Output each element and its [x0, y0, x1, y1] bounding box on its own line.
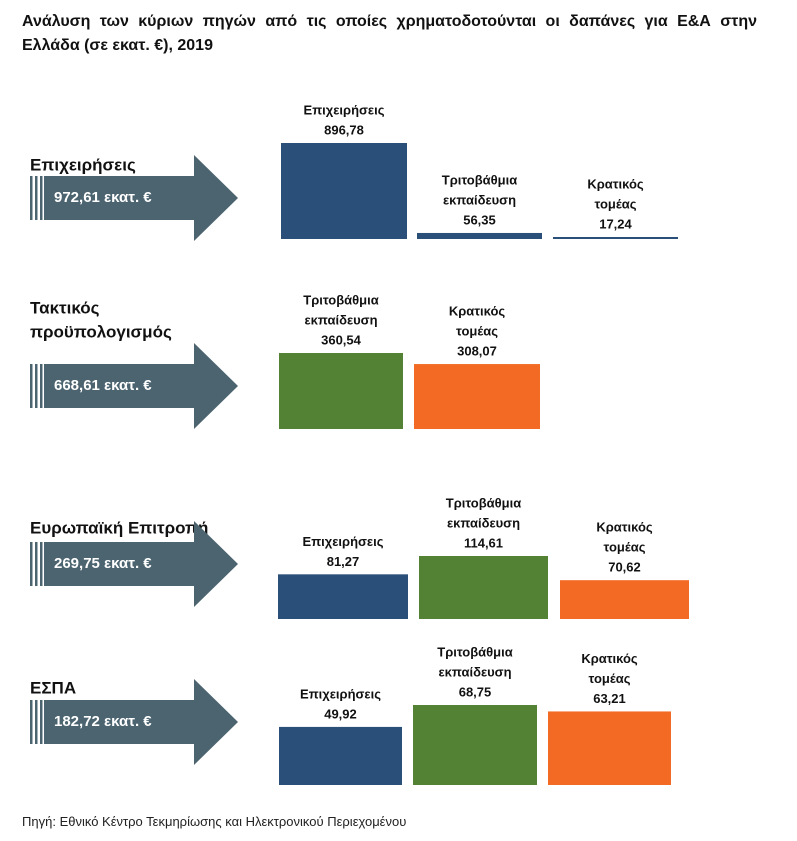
arrow-accent-line	[40, 700, 43, 744]
arrow-accent-line	[30, 700, 33, 744]
bar-value-label: 49,92	[324, 706, 357, 722]
arrow-accent-line	[40, 176, 43, 220]
bar-value-label: 114,61	[463, 535, 504, 551]
bar-value-label: 81,27	[326, 553, 360, 569]
source-name-label: Τακτικός	[30, 298, 100, 318]
bar-category-label: τομέας	[594, 196, 637, 212]
bar-category-label: Τριτοβάθμια	[445, 495, 522, 511]
source-total-label: 668,61 εκατ. €	[54, 376, 152, 394]
bar	[279, 727, 402, 785]
bar-value-label: 70,62	[608, 559, 641, 575]
bar	[414, 364, 540, 429]
bar-category-label: Επιχειρήσεις	[303, 102, 385, 118]
arrow-accent-line	[35, 176, 38, 220]
bar	[548, 711, 671, 785]
bar-category-label: Επιχειρήσεις	[300, 686, 381, 702]
source-total-label: 269,75 εκατ. €	[54, 554, 152, 572]
arrow-accent-line	[35, 700, 38, 744]
bar-category-label: Τριτοβάθμια	[303, 292, 379, 308]
arrow-accent-line	[40, 542, 43, 586]
bar-value-label: 308,07	[457, 343, 497, 359]
arrow-accent-line	[30, 542, 33, 586]
arrow-accent-line	[35, 364, 38, 408]
bar	[419, 556, 548, 619]
chart-title: Ανάλυση των κύριων πηγών από τις οποίες χρηματοδοτούνται οι δαπάνες για Ε&Α στην Ελλάδα (σε εκατ. €), 2019	[22, 13, 757, 54]
arrow-accent-line	[40, 364, 43, 408]
bar-category-label: εκπαίδευση	[438, 664, 512, 680]
bar-value-label: 896,78	[324, 122, 364, 138]
bar-value-label: 56,35	[463, 212, 496, 228]
bar-category-label: τομέας	[588, 670, 631, 686]
bar-value-label: 63,21	[593, 690, 626, 706]
bar	[413, 705, 537, 785]
bar-category-label: Τριτοβάθμια	[441, 172, 518, 188]
bar	[278, 574, 408, 619]
bar-category-label: Κρατικός	[587, 176, 644, 192]
bar-category-label: Κρατικός	[581, 650, 638, 666]
arrow-accent-line	[30, 364, 33, 408]
bar-value-label: 68,75	[458, 684, 492, 700]
bar-category-label: Τριτοβάθμια	[437, 644, 513, 660]
bar-category-label: εκπαίδευση	[442, 192, 517, 208]
bar	[553, 237, 678, 239]
source-name-label: προϋπολογισμός	[30, 322, 172, 342]
bar-category-label: τομέας	[456, 323, 498, 339]
source-total-label: 182,72 εκατ. €	[54, 712, 152, 730]
bar-value-label: 360,54	[321, 332, 361, 348]
source-name-label: ΕΣΠΑ	[30, 678, 77, 698]
bar-category-label: Κρατικός	[448, 303, 506, 319]
bar-value-label: 17,24	[599, 216, 632, 232]
arrow-accent-line	[30, 176, 33, 220]
bar-category-label: Επιχειρήσεις	[302, 533, 384, 549]
source-name-label: Ευρωπαϊκή Επιτροπή	[30, 518, 209, 538]
bar	[281, 143, 407, 239]
source-total-label: 972,61 εκατ. €	[54, 188, 152, 206]
source-note: Πηγή: Εθνικό Κέντρο Τεκμηρίωσης και Ηλεκτρονικού Περιεχομένου	[22, 814, 407, 829]
bar-category-label: τομέας	[603, 539, 646, 555]
bar	[279, 353, 403, 429]
bar	[560, 580, 689, 619]
arrow-accent-line	[35, 542, 38, 586]
bar	[417, 233, 542, 239]
source-name-label: Επιχειρήσεις	[30, 155, 136, 175]
bar-category-label: εκπαίδευση	[446, 515, 521, 531]
bar-category-label: εκπαίδευση	[304, 312, 378, 328]
bar-category-label: Κρατικός	[596, 519, 653, 535]
